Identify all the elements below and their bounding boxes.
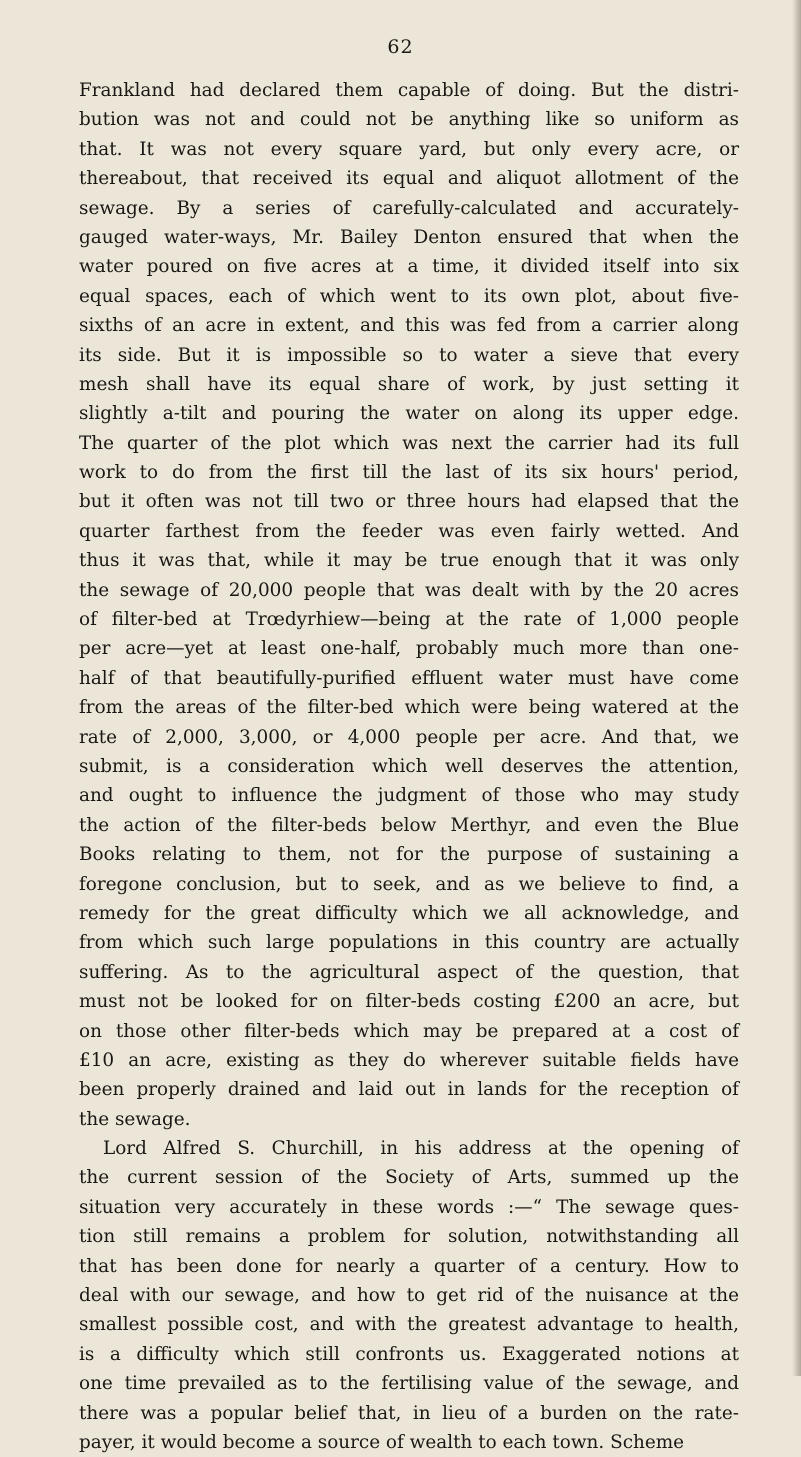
text-line: been properly drained and laid out in lands for the reception of — [79, 1079, 739, 1101]
text-line: the action of the filter-beds below Merthyr, and even the Blue — [79, 814, 739, 836]
text-line: quarter farthest from the feeder was even fairly wetted. And — [79, 520, 739, 542]
text-line: work to do from the first till the last of its six hours' period, — [79, 462, 739, 484]
text-line: bution was not and could not be anything like so uniform as — [79, 109, 739, 131]
text-line: gauged water-ways, Mr. Bailey Denton ensured that when the — [79, 226, 739, 248]
text-line: smallest possible cost, and with the greatest advantage to health, — [79, 1314, 739, 1336]
text-line: deal with our sewage, and how to get rid of the nuisance at the — [79, 1285, 739, 1307]
text-line: Frankland had declared them capable of doing. But the distri- — [79, 80, 739, 101]
text-line: The quarter of the plot which was next the carrier had its full — [79, 432, 739, 454]
text-line: must not be looked for on filter-beds costing £200 an acre, but — [79, 991, 739, 1013]
text-line: payer, it would become a source of wealth to each town. Scheme — [79, 1431, 685, 1453]
text-line: one time prevailed as to the fertilising value of the sewage, and — [79, 1373, 739, 1395]
text-line: half of that beautifully-purified effluent water must have come — [79, 667, 739, 689]
text-line: is a difficulty which still confronts us. Exaggerated notions at — [79, 1343, 739, 1365]
page-edge-shadow — [792, 0, 801, 1376]
text-line: on those other filter-beds which may be prepared at a cost of — [79, 1020, 739, 1042]
text-line: remedy for the great difficulty which we all acknowledge, and — [79, 902, 739, 924]
text-line: and ought to influence the judgment of those who may study — [79, 785, 739, 807]
text-line: the sewage of 20,000 people that was dealt with by the 20 acres — [79, 579, 739, 601]
text-line: Lord Alfred S. Churchill, in his address at the opening of — [103, 1138, 739, 1160]
text-line: its side. But it is impossible so to water a sieve that every — [79, 344, 739, 366]
text-line: from the areas of the filter-bed which were being watered at the — [79, 697, 739, 719]
text-line: situation very accurately in these words :—“ The sewage ques- — [79, 1196, 739, 1218]
text-line: mesh shall have its equal share of work, by just setting it — [79, 373, 739, 395]
text-line: submit, is a consideration which well deserves the attention, — [79, 755, 739, 777]
text-line: from which such large populations in this country are actually — [79, 932, 739, 954]
text-line: rate of 2,000, 3,000, or 4,000 people per acre. And that, we — [79, 726, 739, 748]
text-line: tion still remains a problem for solution, notwithstanding all — [79, 1226, 739, 1248]
text-line: water poured on five acres at a time, it divided itself into six — [79, 256, 739, 278]
text-line: £10 an acre, existing as they do wherever suitable fields have — [79, 1049, 739, 1071]
text-line: the current session of the Society of Arts, summed up the — [79, 1167, 739, 1189]
text-line: thus it was that, while it may be true enough that it was only — [79, 550, 739, 572]
text-line: that has been done for nearly a quarter of a century. How to — [79, 1255, 739, 1277]
text-line: foregone conclusion, but to seek, and as we believe to find, a — [79, 873, 739, 895]
text-line: but it often was not till two or three hours had elapsed that the — [79, 491, 739, 513]
text-line: there was a popular belief that, in lieu of a burden on the rate- — [79, 1402, 739, 1424]
text-line: suffering. As to the agricultural aspect of the question, that — [79, 961, 739, 983]
text-line: sixths of an acre in extent, and this was fed from a carrier along — [79, 315, 739, 337]
text-line: per acre—yet at least one-half, probably much more than one- — [79, 638, 739, 660]
text-line: Books relating to them, not for the purpose of sustaining a — [79, 844, 739, 866]
body-text — [79, 76, 739, 1457]
text-line: thereabout, that received its equal and aliquot allotment of the — [79, 168, 739, 190]
text-line: sewage. By a series of carefully-calculated and accurately- — [79, 197, 739, 219]
text-line: slightly a-tilt and pouring the water on along its upper edge. — [79, 403, 739, 425]
text-line: the sewage. — [79, 1108, 191, 1130]
text-line: of filter-bed at Trœdyrhiew—being at the rate of 1,000 people — [79, 609, 739, 631]
text-line: equal spaces, each of which went to its own plot, about five- — [79, 285, 739, 307]
page-number: 62 — [387, 36, 414, 58]
text-line: that. It was not every square yard, but only every acre, or — [79, 138, 739, 160]
